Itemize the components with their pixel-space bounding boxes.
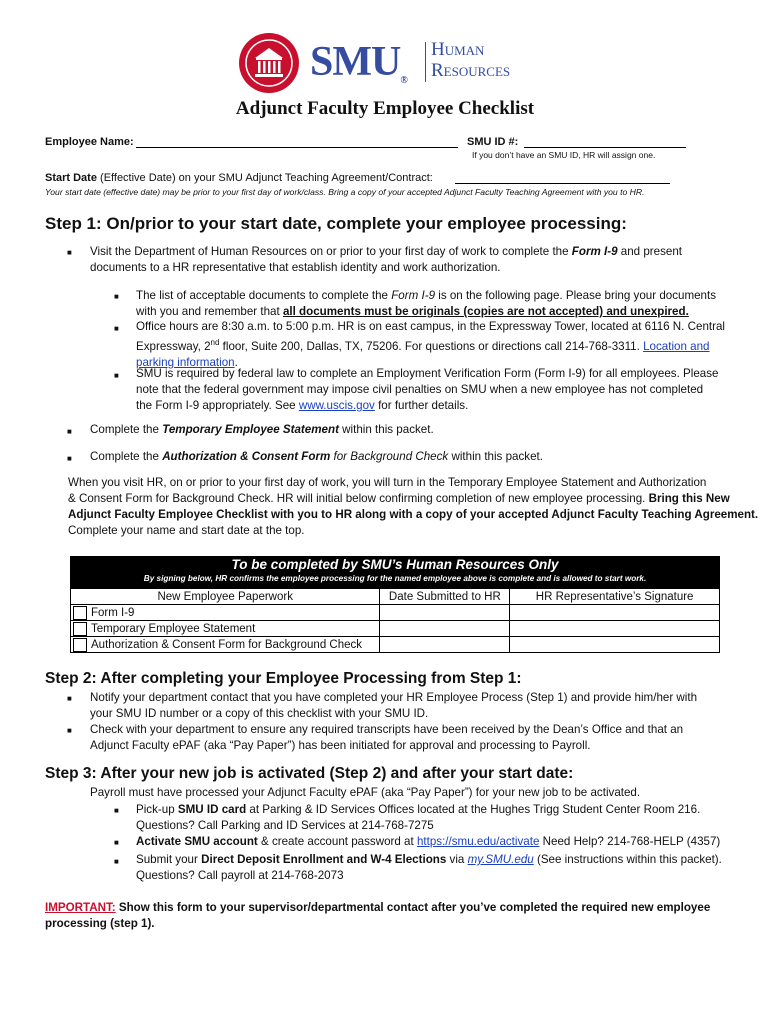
date-cell[interactable] xyxy=(380,637,510,653)
table-row: Authorization & Consent Form for Background Check xyxy=(71,637,720,653)
parking-info-link[interactable]: parking information xyxy=(136,355,235,369)
activate-link[interactable]: https://smu.edu/activate xyxy=(416,835,540,848)
step3-intro: Payroll must have processed your Adjunct Faculty ePAF (aka “Pay Paper”) for your new job to be activated. xyxy=(90,786,641,799)
employee-name-label: Employee Name: xyxy=(45,136,134,148)
hr-table xyxy=(70,588,720,653)
col-header-paperwork: New Employee Paperwork xyxy=(71,589,380,605)
location-link[interactable]: Location and xyxy=(643,339,710,353)
hr-box-header: To be completed by SMU’s Human Resources Only By signing below, HR confirms the employee processing for the named employee above is complete and is allowed to start work. xyxy=(70,556,720,588)
signature-cell[interactable] xyxy=(510,637,720,653)
step1-bullet-auth-consent: Complete the Authorization & Consent Form for Background Check within this packet. xyxy=(90,450,543,463)
smu-logo xyxy=(238,32,538,92)
step1-sub-federal-law: SMU is required by federal law to complete an Employment Verification Form (Form I-9) for all employees. Please note that the federal government may impose civil penalties on SMU when a new employee has not completed the Form I-9 appropriately. See www.uscis.gov for further details. xyxy=(136,367,719,412)
start-date-label: Start Date (Effective Date) on your SMU Adjunct Teaching Agreement/Contract: xyxy=(45,172,433,184)
step2-bullet-transcripts: Check with your department to ensure any required transcripts have been received by the Dean’s Office and that an Adjunct Faculty ePAF (aka “Pay Paper”) has been initiated for approval and processing to Payroll. xyxy=(90,723,684,752)
smu-id-note: If you don’t have an SMU ID, HR will assign one. xyxy=(472,150,656,160)
employee-name-field[interactable] xyxy=(136,147,458,148)
brand-wordmark: SMU® xyxy=(310,39,407,86)
step2-bullet-notify: Notify your department contact that you have completed your HR Employee Process (Step 1) and provide him/her with your SMU ID number or a copy of this checklist with your SMU ID. xyxy=(90,691,698,720)
start-date-field[interactable] xyxy=(455,183,670,184)
date-cell[interactable] xyxy=(380,621,510,637)
checkbox-form-i9[interactable] xyxy=(73,606,87,620)
step1-heading: Step 1: On/prior to your start date, complete your employee processing: xyxy=(45,214,627,233)
uscis-link[interactable]: www.uscis.gov xyxy=(298,399,375,412)
step3-heading: Step 3: After your new job is activated (Step 2) and after your start date: xyxy=(45,765,574,782)
smu-id-field[interactable] xyxy=(524,147,686,148)
step1-bullet-form-i9: Visit the Department of Human Resources on or prior to your first day of work to complete the Form I-9 and present documents to a HR representative that establish identity and work authorization. xyxy=(90,245,683,274)
step3-bullet-direct-deposit: Submit your Direct Deposit Enrollment and W-4 Elections via my.SMU.edu (See instructions within this packet). Questions? Call payroll at 214-768-2073 xyxy=(136,853,722,882)
smu-seal-icon xyxy=(238,32,300,94)
step1-sub-acceptable-docs: The list of acceptable documents to complete the Form I-9 is on the following page. Please bring your documents with you and remember that all documents must be originals (copies are not accepted) and unexpired. xyxy=(136,289,717,318)
step1-sub-office-hours: Office hours are 8:30 a.m. to 5:00 p.m. HR is on east campus, in the Expressway Tower, located at 6116 N. Central Expressway, 2nd floor, Suite 200, Dallas, TX, 75206. For questions or directions call 214-768-3311. Location and parking information. xyxy=(136,320,725,369)
important-note: IMPORTANT: Show this form to your supervisor/departmental contact after you’ve completed the required new employee processing (step 1). xyxy=(45,901,711,930)
brand-unit: Human Resources xyxy=(431,39,511,81)
my-smu-link[interactable]: my.SMU.edu xyxy=(467,853,534,866)
step3-bullet-id-card: Pick-up SMU ID card at Parking & ID Services Offices located at the Hughes Trigg Student Center Room 216. Questions? Call Parking and ID Services at 214-768-7275 xyxy=(136,803,701,832)
signature-cell[interactable] xyxy=(510,605,720,621)
step1-bullet-temp-statement: Complete the Temporary Employee Statement within this packet. xyxy=(90,423,434,436)
signature-cell[interactable] xyxy=(510,621,720,637)
start-date-note: Your start date (effective date) may be prior to your first day of work/class. Bring a copy of your accepted Adjunct Faculty Teaching Agreement with you to HR. xyxy=(45,187,645,197)
page-title: Adjunct Faculty Employee Checklist xyxy=(235,98,535,119)
table-row: Form I-9 xyxy=(71,605,720,621)
checkbox-temp-statement[interactable] xyxy=(73,622,87,636)
smu-id-label: SMU ID #: xyxy=(467,136,519,148)
date-cell[interactable] xyxy=(380,605,510,621)
col-header-signature: HR Representative’s Signature xyxy=(510,589,720,605)
table-row: Temporary Employee Statement xyxy=(71,621,720,637)
step2-heading: Step 2: After completing your Employee Processing from Step 1: xyxy=(45,670,522,687)
step1-paragraph: When you visit HR, on or prior to your first day of work, you will turn in the Temporary Employee Statement and Authorization & Consent Form for Background Check. HR will initial below confirming completion of new employee processing. Bring this New Adjunct Faculty Employee Checklist with you to HR along with a copy of your accepted Adjunct Faculty Teaching Agreement. Complete your name and start date at the top. xyxy=(68,476,759,537)
step3-bullet-activate: Activate SMU account & create account password at https://smu.edu/activate Need Help? 214-768-HELP (4357) xyxy=(136,835,721,848)
checkbox-auth-consent[interactable] xyxy=(73,638,87,652)
col-header-date: Date Submitted to HR xyxy=(380,589,510,605)
